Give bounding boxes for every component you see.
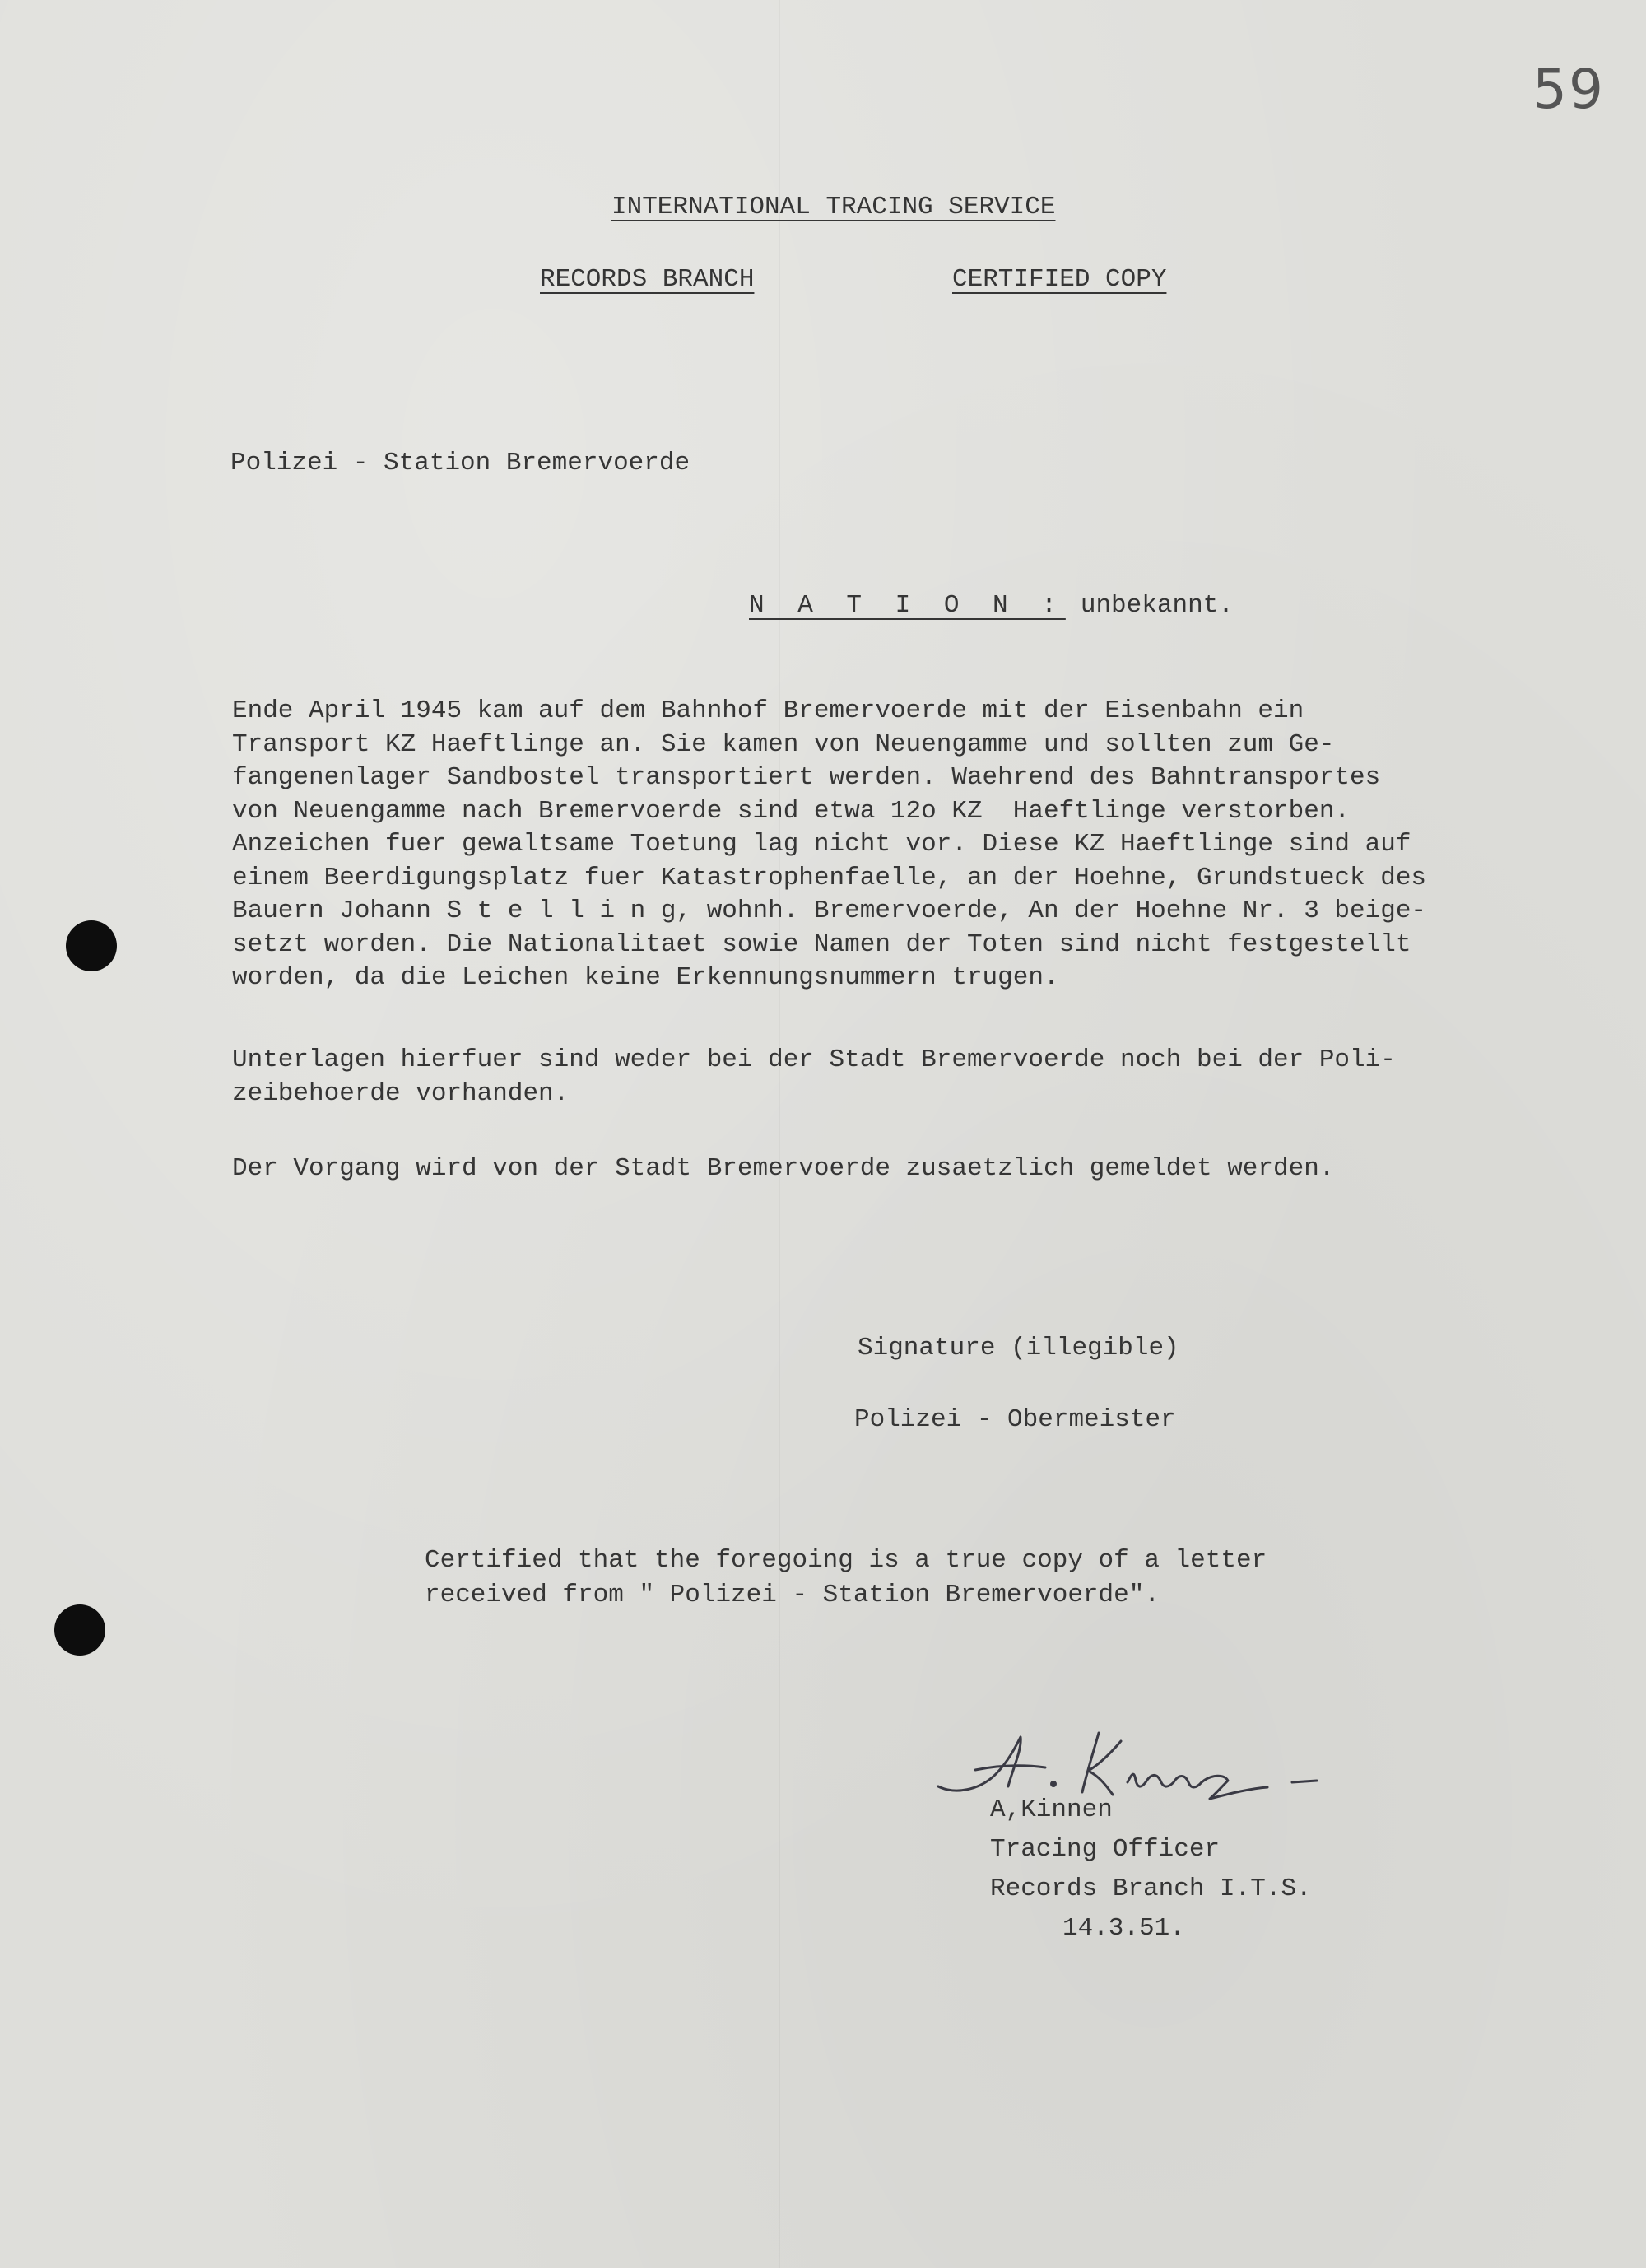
- body-paragraph-1: [232, 695, 1426, 995]
- paragraph-line: Bauern Johann S t e l l i n g, wohnh. Bremervoerde, An der Hoehne Nr. 3 beige-: [232, 896, 1427, 925]
- officer-name: A,Kinnen: [990, 1795, 1113, 1824]
- body-paragraph-3: [232, 1153, 1334, 1186]
- signature-note: Signature (illegible): [858, 1334, 1179, 1362]
- body-paragraph-2: [232, 1044, 1396, 1111]
- nation-line: [749, 591, 1234, 620]
- organization-title: INTERNATIONAL TRACING SERVICE: [611, 193, 1056, 221]
- paragraph-line: Ende April 1945 kam auf dem Bahnhof Bremervoerde mit der Eisenbahn ein: [232, 696, 1304, 725]
- paragraph-line: setzt worden. Die Nationalitaet sowie Namen der Toten sind nicht festgestellt: [232, 929, 1411, 959]
- page-number: 59: [1532, 58, 1605, 121]
- officer-role: Tracing Officer: [990, 1835, 1221, 1864]
- branch-title: RECORDS BRANCH: [540, 265, 755, 294]
- nation-value: unbekannt.: [1080, 591, 1234, 620]
- punch-hole-lower: [54, 1604, 105, 1656]
- station-heading: Polizei - Station Bremervoerde: [230, 449, 690, 477]
- certified-copy-title: CERTIFIED COPY: [952, 265, 1167, 294]
- paragraph-line: Unterlagen hierfuer sind weder bei der Stadt Bremervoerde noch bei der Poli-: [232, 1046, 1396, 1074]
- paragraph-line: Der Vorgang wird von der Stadt Bremervoerde zusaetzlich gemeldet werden.: [232, 1154, 1335, 1183]
- paragraph-line: fangenenlager Sandbostel transportiert werden. Waehrend des Bahntransportes: [232, 763, 1381, 792]
- paragraph-line: von Neuengamme nach Bremervoerde sind etwa 12o KZ Haeftlinge verstorben.: [232, 796, 1351, 826]
- signatory-title: Polizei - Obermeister: [854, 1405, 1176, 1434]
- certification-line: Certified that the foregoing is a true copy of a letter: [425, 1546, 1267, 1575]
- paragraph-line: Transport KZ Haeftlinge an. Sie kamen von Neuengamme und sollten zum Ge-: [232, 729, 1335, 759]
- officer-unit: Records Branch I.T.S.: [990, 1874, 1312, 1903]
- nation-label: N A T I O N :: [749, 591, 1066, 620]
- certification-line: received from " Polizei - Station Bremervoerde".: [425, 1581, 1160, 1609]
- punch-hole-upper: [66, 920, 117, 971]
- officer-block: [990, 1791, 1312, 1949]
- paper-fold-line: [779, 0, 780, 2268]
- certification-statement: [425, 1544, 1267, 1613]
- paragraph-line: zeibehoerde vorhanden.: [232, 1078, 570, 1108]
- paragraph-line: einem Beerdigungsplatz fuer Katastrophenfaelle, an der Hoehne, Grundstueck des: [232, 863, 1427, 892]
- paragraph-line: worden, da die Leichen keine Erkennungsnummern trugen.: [232, 963, 1059, 992]
- paragraph-line: Anzeichen fuer gewaltsame Toetung lag nicht vor. Diese KZ Haeftlinge sind auf: [232, 830, 1411, 859]
- officer-date: 14.3.51.: [1062, 1914, 1185, 1943]
